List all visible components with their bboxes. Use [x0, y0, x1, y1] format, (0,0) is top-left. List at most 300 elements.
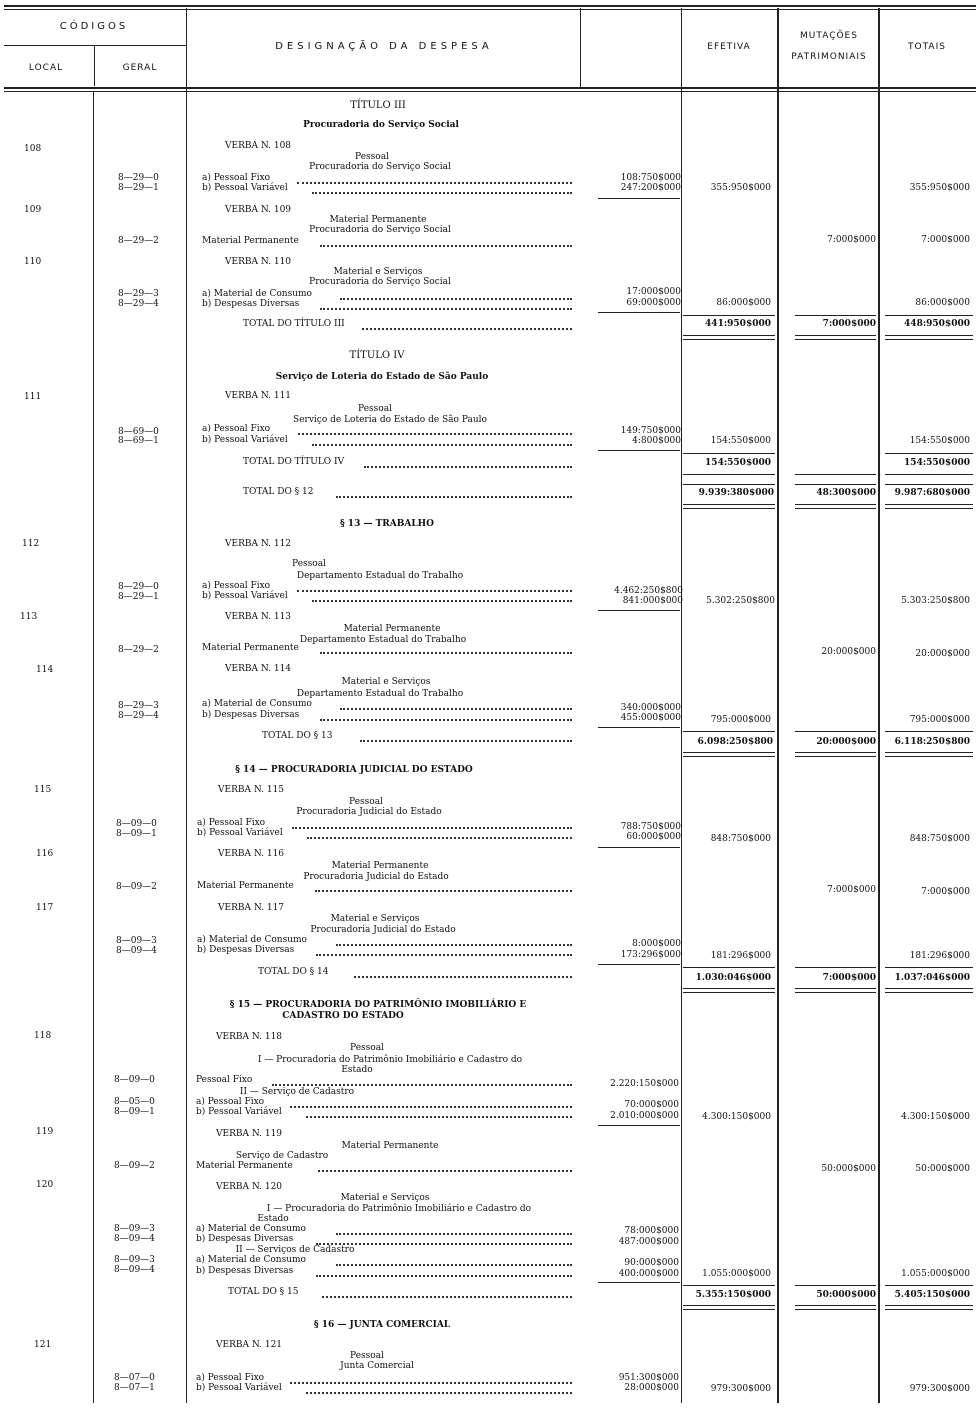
- total-value: 7:000$000: [921, 887, 970, 897]
- total-rule: [885, 453, 973, 454]
- row-desc: b) Despesas Diversas: [202, 710, 300, 720]
- verba-heading: Pessoal: [350, 1351, 384, 1361]
- dot-leader: [315, 890, 572, 892]
- grand-total: 5.405:150$000: [894, 1290, 970, 1300]
- efetiva-value: 154:550$000: [710, 436, 771, 446]
- mutacoes-value: 7:000$000: [827, 885, 876, 895]
- verba-label: VERBA N. 111: [225, 391, 292, 401]
- verba-heading: Material Permanente: [341, 1141, 439, 1151]
- titulo-iv-heading: TÍTULO IV: [349, 350, 405, 361]
- grand-total: 448:950$000: [904, 319, 970, 329]
- dot-leader: [316, 1275, 572, 1277]
- verba-label: VERBA N. 116: [218, 849, 285, 859]
- total-rule: [795, 484, 876, 485]
- total-label: TOTAL DO § 12: [243, 487, 314, 497]
- row-value: 60:000$000: [626, 832, 681, 842]
- double-rule: [683, 752, 775, 753]
- grand-total: 6.118:250$800: [894, 737, 970, 747]
- total-rule: [885, 474, 973, 475]
- total-rule: [885, 967, 973, 968]
- dot-leader: [340, 298, 572, 300]
- geral-code: 8—09—2: [114, 1161, 155, 1171]
- row-value: 841:000$000: [622, 596, 683, 606]
- dot-leader: [290, 1106, 572, 1108]
- efetiva-total: 5.355:150$000: [695, 1290, 771, 1300]
- efetiva-value: 848:750$000: [710, 834, 771, 844]
- dot-leader: [306, 1392, 572, 1394]
- verba-subheading: Procuradoria do Serviço Social: [309, 277, 451, 287]
- row-desc: a) Material de Consumo: [202, 699, 312, 709]
- col-divider-mutacoes: [878, 8, 880, 1403]
- double-rule: [683, 339, 775, 340]
- local-code: 116: [36, 849, 54, 859]
- local-code: 111: [24, 392, 42, 402]
- mutacoes-total: 50:000$000: [816, 1290, 876, 1300]
- row-desc: a) Pessoal Fixo: [202, 173, 271, 183]
- top-rule: [4, 5, 976, 7]
- row-desc: b) Pessoal Variável: [202, 591, 288, 601]
- total-rule: [885, 731, 973, 732]
- total-rule: [885, 315, 973, 316]
- mutacoes-value: 50:000$000: [821, 1164, 876, 1174]
- verba-label: VERBA N. 117: [218, 903, 285, 913]
- verba-heading: Pessoal: [355, 152, 389, 162]
- double-rule: [885, 504, 973, 505]
- titulo-iv-name: Serviço de Loteria do Estado de São Paulo: [275, 372, 489, 382]
- total-label: TOTAL DO § 14: [258, 967, 329, 977]
- dot-leader: [312, 192, 572, 194]
- patrimoniais-heading: PATRIMONIAIS: [791, 52, 867, 62]
- verba-label: VERBA N. 118: [216, 1032, 283, 1042]
- subtotal-rule: [598, 450, 680, 451]
- col-divider-geral: [93, 92, 94, 1403]
- row-value: 173:296$000: [620, 950, 681, 960]
- subtotal-rule: [598, 312, 680, 313]
- efetiva-total: 154:550$000: [705, 458, 771, 468]
- local-code: 113: [20, 612, 38, 622]
- total-value: 86:000$000: [915, 298, 970, 308]
- dot-leader: [336, 1233, 572, 1235]
- efetiva-value: 181:296$000: [710, 951, 771, 961]
- top-rule-2: [4, 9, 976, 10]
- row-desc: b) Despesas Diversas: [196, 1234, 294, 1244]
- verba-subheading: Procuradoria Judicial do Estado: [296, 807, 442, 817]
- geral-code: 8—09—3: [114, 1255, 155, 1265]
- geral-code: 8—05—0: [114, 1097, 155, 1107]
- mutacoes-total: 7:000$000: [822, 973, 876, 983]
- dot-leader: [320, 245, 572, 247]
- row-desc: a) Pessoal Fixo: [196, 1373, 265, 1383]
- verba-label: VERBA N. 114: [225, 664, 292, 674]
- total-rule: [683, 474, 775, 475]
- row-value: 340:000$000: [620, 703, 681, 713]
- double-rule: [683, 335, 775, 336]
- row-desc: a) Pessoal Fixo: [202, 424, 271, 434]
- total-rule: [683, 453, 775, 454]
- designacao-heading: DESIGNAÇÃO DA DESPESA: [275, 41, 493, 52]
- double-rule: [885, 335, 973, 336]
- dot-leader: [290, 1382, 572, 1384]
- total-rule: [795, 967, 876, 968]
- verba-subheading: Departamento Estadual do Trabalho: [296, 571, 464, 581]
- double-rule: [795, 752, 876, 753]
- dot-leader: [292, 827, 572, 829]
- section-15-heading-2: CADASTRO DO ESTADO: [282, 1011, 404, 1021]
- row-value: 951:300$000: [618, 1373, 679, 1383]
- geral-code: 8—29—2: [118, 645, 159, 655]
- dot-leader: [312, 600, 572, 602]
- double-rule: [885, 339, 973, 340]
- verba-subheading: I — Procuradoria do Patrimônio Imobiliário e Cadastro do: [257, 1055, 523, 1065]
- section-15-heading: § 15 — PROCURADORIA DO PATRIMÔNIO IMOBILIÁRIO E: [229, 1000, 527, 1010]
- geral-code: 8—29—2: [118, 236, 159, 246]
- efetiva-value: 355:950$000: [710, 183, 771, 193]
- total-rule: [683, 1285, 775, 1286]
- geral-code: 8—29—3: [118, 701, 159, 711]
- header-bottom-rule-2: [4, 91, 976, 92]
- subtotal-rule: [598, 610, 680, 611]
- total-rule: [683, 484, 775, 485]
- verba-heading: Material e Serviços: [330, 914, 420, 924]
- row-value: 70:000$000: [624, 1100, 679, 1110]
- verba-heading: Material Permanente: [343, 624, 441, 634]
- codigos-heading: CÓDIGOS: [59, 21, 129, 32]
- double-rule: [885, 1305, 973, 1306]
- verba-subheading-ii: II — Serviço de Cadastro: [239, 1087, 355, 1097]
- double-rule: [795, 992, 876, 993]
- verba-subheading-cont: Estado: [257, 1214, 289, 1224]
- row-desc: b) Pessoal Variável: [196, 1383, 282, 1393]
- verba-subheading: Procuradoria do Serviço Social: [309, 225, 451, 235]
- geral-code: 8—29—4: [118, 711, 159, 721]
- col-divider-efetiva: [777, 8, 779, 1403]
- dot-leader: [320, 652, 572, 654]
- row-value: 487:000$000: [618, 1237, 679, 1247]
- verba-subheading: Serviço de Loteria do Estado de São Paulo: [293, 415, 487, 425]
- geral-code: 8—29—3: [118, 289, 159, 299]
- row-desc: a) Material de Consumo: [197, 935, 307, 945]
- row-value: 4.462:250$800: [614, 586, 683, 596]
- local-code: 115: [34, 785, 52, 795]
- row-value: 455:000$000: [620, 713, 681, 723]
- section-13-heading: § 13 — TRABALHO: [339, 519, 435, 529]
- row-desc: b) Despesas Diversas: [196, 1266, 294, 1276]
- total-value: 181:296$000: [909, 951, 970, 961]
- subtotal-rule: [598, 727, 680, 728]
- titulo-iii-heading: TÍTULO III: [350, 100, 406, 111]
- total-label: TOTAL DO § 13: [262, 731, 333, 741]
- double-rule: [795, 504, 876, 505]
- verba-label: VERBA N. 110: [225, 257, 292, 267]
- verba-label: VERBA N. 112: [225, 539, 292, 549]
- total-rule: [683, 731, 775, 732]
- verba-label: VERBA N. 120: [216, 1182, 283, 1192]
- row-value: 28:000$000: [624, 1383, 679, 1393]
- subtotal-rule: [598, 1282, 680, 1283]
- row-desc: b) Despesas Diversas: [202, 299, 300, 309]
- dot-leader: [362, 328, 572, 330]
- grand-total: 9.987:680$000: [894, 488, 970, 498]
- col-divider-codigos: [186, 8, 187, 1403]
- dot-leader: [336, 1264, 572, 1266]
- totais-heading: TOTAIS: [908, 42, 946, 52]
- efetiva-value: 1.055:000$000: [702, 1269, 771, 1279]
- subtotal-rule: [598, 964, 680, 965]
- double-rule: [795, 1305, 876, 1306]
- row-value: 69:000$000: [626, 298, 681, 308]
- row-desc: a) Pessoal Fixo: [202, 581, 271, 591]
- col-divider-desc: [580, 8, 581, 88]
- local-code: 110: [24, 257, 42, 267]
- row-desc: a) Material de Consumo: [202, 289, 312, 299]
- verba-heading: Material e Serviços: [340, 1193, 430, 1203]
- codigos-underline: [4, 45, 186, 46]
- verba-subheading-ii: II — Serviços de Cadastro: [235, 1245, 355, 1255]
- verba-subheading: Departamento Estadual do Trabalho: [296, 689, 464, 699]
- col-divider-local-geral-header: [94, 46, 95, 86]
- row-value: 17:000$000: [626, 287, 681, 297]
- total-value: 795:000$000: [909, 715, 970, 725]
- total-rule: [885, 484, 973, 485]
- row-value: 788:750$000: [620, 822, 681, 832]
- double-rule: [683, 1309, 775, 1310]
- dot-leader: [306, 1116, 572, 1118]
- geral-code: 8—09—0: [116, 819, 157, 829]
- double-rule: [795, 1309, 876, 1310]
- verba-heading: Material e Serviços: [333, 267, 423, 277]
- verba-label: VERBA N. 115: [218, 785, 285, 795]
- verba-subheading: Procuradoria Judicial do Estado: [303, 872, 449, 882]
- geral-code: 8—07—0: [114, 1373, 155, 1383]
- row-desc: b) Pessoal Variável: [202, 183, 288, 193]
- efetiva-total: 9.939:380$000: [698, 488, 774, 498]
- row-desc: Material Permanente: [202, 236, 299, 246]
- row-desc: Material Permanente: [197, 881, 294, 891]
- row-value: 149:750$000: [620, 426, 681, 436]
- geral-heading: GERAL: [122, 63, 158, 73]
- total-rule: [795, 1285, 876, 1286]
- total-value: 154:550$000: [909, 436, 970, 446]
- geral-code: 8—29—1: [118, 183, 159, 193]
- local-code: 118: [34, 1031, 52, 1041]
- verba-subheading: Procuradoria Judicial do Estado: [310, 925, 456, 935]
- section-14-heading: § 14 — PROCURADORIA JUDICIAL DO ESTADO: [235, 765, 473, 775]
- geral-code: 8—07—1: [114, 1383, 155, 1393]
- verba-heading: Pessoal: [350, 1043, 384, 1053]
- total-rule: [683, 967, 775, 968]
- dot-leader: [336, 496, 572, 498]
- section-16-heading: § 16 — JUNTA COMERCIAL: [313, 1320, 451, 1330]
- geral-code: 8—69—1: [118, 436, 159, 446]
- double-rule: [683, 504, 775, 505]
- efetiva-heading: EFETIVA: [707, 42, 751, 52]
- double-rule: [885, 752, 973, 753]
- subtotal-rule: [598, 198, 680, 199]
- efetiva-total: 441:950$000: [705, 319, 771, 329]
- dot-leader: [360, 740, 572, 742]
- row-desc: b) Despesas Diversas: [197, 945, 295, 955]
- dot-leader: [316, 954, 572, 956]
- dot-leader: [340, 708, 572, 710]
- total-rule: [683, 315, 775, 316]
- row-value: 2.220:150$000: [610, 1079, 679, 1089]
- geral-code: 8—09—1: [114, 1107, 155, 1117]
- efetiva-value: 5.302:250$800: [706, 596, 775, 606]
- local-code: 112: [22, 539, 40, 549]
- geral-code: 8—09—4: [114, 1234, 155, 1244]
- efetiva-value: 86:000$000: [716, 298, 771, 308]
- geral-code: 8—29—0: [118, 173, 159, 183]
- verba-heading: Material Permanente: [331, 861, 429, 871]
- geral-code: 8—29—1: [118, 592, 159, 602]
- total-value: 50:000$000: [915, 1164, 970, 1174]
- dot-leader: [320, 719, 572, 721]
- double-rule: [795, 988, 876, 989]
- row-desc: Material Permanente: [202, 643, 299, 653]
- double-rule: [885, 992, 973, 993]
- verba-subheading-cont: Estado: [341, 1065, 373, 1075]
- mutacoes-heading: MUTAÇÕES: [800, 31, 858, 41]
- double-rule: [683, 508, 775, 509]
- total-label: TOTAL DO § 15: [228, 1287, 299, 1297]
- verba-label: VERBA N. 108: [225, 141, 292, 151]
- grand-total: 154:550$000: [904, 458, 970, 468]
- geral-code: 8—09—3: [114, 1224, 155, 1234]
- total-value: 848:750$000: [909, 834, 970, 844]
- double-rule: [795, 508, 876, 509]
- row-value: 247:200$000: [620, 183, 681, 193]
- dot-leader: [312, 444, 572, 446]
- efetiva-total: 6.098:250$800: [697, 737, 773, 747]
- verba-subheading: I — Procuradoria do Patrimônio Imobiliário e Cadastro do: [266, 1204, 532, 1214]
- total-value: 7:000$000: [921, 235, 970, 245]
- dot-leader: [336, 944, 572, 946]
- dot-leader: [297, 590, 572, 592]
- dot-leader: [322, 1296, 572, 1298]
- verba-heading: Pessoal: [292, 559, 326, 569]
- dot-leader: [297, 182, 572, 184]
- local-code: 117: [36, 903, 54, 913]
- total-rule: [885, 1285, 973, 1286]
- verba-heading: Material Permanente: [329, 215, 427, 225]
- row-desc: b) Pessoal Variável: [197, 828, 283, 838]
- geral-code: 8—09—3: [116, 936, 157, 946]
- double-rule: [683, 756, 775, 757]
- row-value: 8:000$000: [632, 939, 681, 949]
- local-code: 120: [36, 1180, 54, 1190]
- dot-leader: [354, 976, 572, 978]
- double-rule: [885, 1309, 973, 1310]
- total-value: 355:950$000: [909, 183, 970, 193]
- row-value: 108:750$000: [620, 173, 681, 183]
- verba-subheading: Serviço de Cadastro: [235, 1151, 329, 1161]
- double-rule: [885, 756, 973, 757]
- row-value: 90:000$000: [624, 1258, 679, 1268]
- geral-code: 8—09—4: [116, 946, 157, 956]
- total-value: 4.300:150$000: [901, 1112, 970, 1122]
- total-rule: [795, 474, 876, 475]
- total-label: TOTAL DO TÍTULO IV: [243, 457, 345, 467]
- double-rule: [885, 508, 973, 509]
- verba-heading: Material e Serviços: [341, 677, 431, 687]
- efetiva-value: 4.300:150$000: [702, 1112, 771, 1122]
- geral-code: 8—09—2: [116, 882, 157, 892]
- verba-heading: Pessoal: [349, 797, 383, 807]
- mutacoes-total: 48:300$000: [816, 488, 876, 498]
- geral-code: 8—29—0: [118, 582, 159, 592]
- double-rule: [795, 339, 876, 340]
- row-value: 78:000$000: [624, 1226, 679, 1236]
- subtotal-rule: [598, 1125, 680, 1126]
- local-heading: LOCAL: [28, 63, 64, 73]
- geral-code: 8—09—0: [114, 1075, 155, 1085]
- row-desc: a) Pessoal Fixo: [197, 818, 266, 828]
- grand-total: 1.037:046$000: [894, 973, 970, 983]
- dot-leader: [272, 1084, 572, 1086]
- verba-label: VERBA N. 121: [216, 1340, 283, 1350]
- verba-subheading: Departamento Estadual do Trabalho: [299, 635, 467, 645]
- titulo-iii-name: Procuradoria do Serviço Social: [303, 120, 459, 130]
- row-value: 400:000$000: [618, 1269, 679, 1279]
- row-value: 2.010:000$000: [610, 1111, 679, 1121]
- double-rule: [683, 988, 775, 989]
- subtotal-rule: [598, 847, 680, 848]
- efetiva-total: 1.030:046$000: [695, 973, 771, 983]
- total-rule: [795, 731, 876, 732]
- dot-leader: [320, 308, 572, 310]
- total-rule: [795, 315, 876, 316]
- mutacoes-total: 20:000$000: [816, 737, 876, 747]
- col-divider-values: [681, 8, 682, 1403]
- verba-label: VERBA N. 113: [225, 612, 292, 622]
- header-bottom-rule: [4, 87, 976, 89]
- dot-leader: [298, 433, 572, 435]
- local-code: 108: [24, 144, 42, 154]
- double-rule: [795, 756, 876, 757]
- geral-code: 8—69—0: [118, 427, 159, 437]
- mutacoes-value: 7:000$000: [827, 235, 876, 245]
- efetiva-value: 795:000$000: [710, 715, 771, 725]
- total-value: 1.055:000$000: [901, 1269, 970, 1279]
- dot-leader: [307, 837, 572, 839]
- double-rule: [683, 1305, 775, 1306]
- local-code: 119: [36, 1127, 54, 1137]
- row-value: 4:800$000: [632, 436, 681, 446]
- dot-leader: [318, 1170, 572, 1172]
- verba-heading: Pessoal: [358, 404, 392, 414]
- total-label: TOTAL DO TÍTULO III: [243, 319, 345, 329]
- mutacoes-value: 20:000$000: [821, 647, 876, 657]
- row-desc: Material Permanente: [196, 1161, 293, 1171]
- verba-subheading: Junta Comercial: [340, 1361, 414, 1371]
- row-desc: a) Pessoal Fixo: [196, 1097, 265, 1107]
- mutacoes-total: 7:000$000: [822, 319, 876, 329]
- row-desc: a) Material de Consumo: [196, 1224, 306, 1234]
- verba-label: VERBA N. 119: [216, 1129, 283, 1139]
- double-rule: [683, 992, 775, 993]
- row-desc: b) Pessoal Variável: [202, 435, 288, 445]
- total-value: 979:300$000: [909, 1384, 970, 1394]
- efetiva-value: 979:300$000: [710, 1384, 771, 1394]
- local-code: 121: [34, 1340, 52, 1350]
- total-value: 5.303:250$800: [901, 596, 970, 606]
- local-code: 109: [24, 205, 42, 215]
- row-desc: a) Material de Consumo: [196, 1255, 306, 1265]
- local-code: 114: [36, 665, 54, 675]
- geral-code: 8—09—1: [116, 829, 157, 839]
- total-value: 20:000$000: [915, 649, 970, 659]
- row-desc: Pessoal Fixo: [196, 1075, 253, 1085]
